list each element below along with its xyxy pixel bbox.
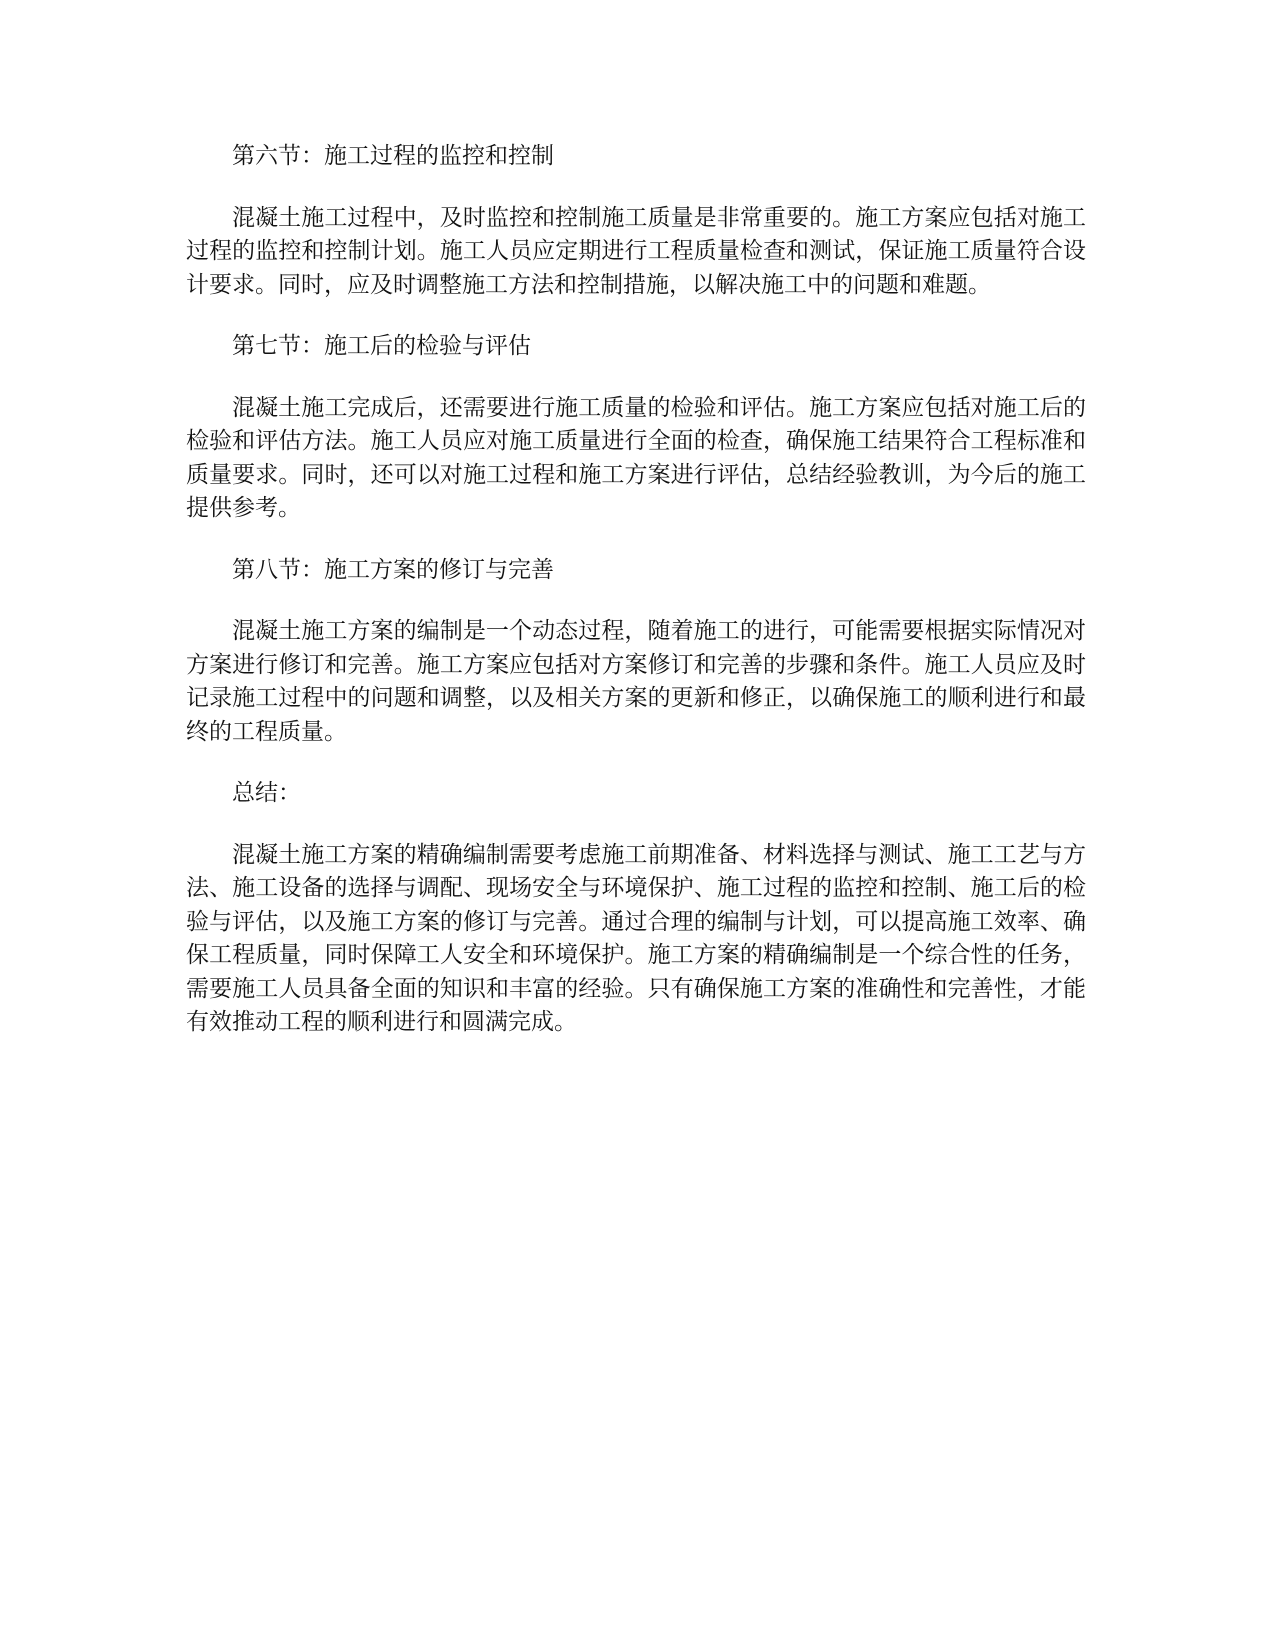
section-8-heading: 第八节：施工方案的修订与完善 xyxy=(232,556,554,583)
section-8-paragraph: 混凝土施工方案的编制是一个动态过程，随着施工的进行，可能需要根据实际情况对方案进行修订和完善。施工方案应包括对方案修订和完善的步骤和条件。施工人员应及时记录施工过程中的问题和调整，以及相关方案的更新和修正，以确保施工的顺利进行和最终的工程质量。 xyxy=(186,618,1086,745)
summary-heading: 总结： xyxy=(232,780,301,806)
section-7-heading: 第七节：施工后的检验与评估 xyxy=(232,333,531,359)
document-body xyxy=(186,140,1086,1068)
section-7-paragraph: 混凝土施工完成后，还需要进行施工质量的检验和评估。施工方案应包括对施工后的检验和评估方法。施工人员应对施工质量进行全面的检查，确保施工结果符合工程标准和质量要求。同时，还可以对施工过程和施工方案进行评估，总结经验教训，为今后的施工提供参考。 xyxy=(186,394,1086,521)
section-6-heading: 第六节：施工过程的监控和控制 xyxy=(232,143,554,169)
section-6-paragraph: 混凝土施工过程中，及时监控和控制施工质量是非常重要的。施工方案应包括对施工过程的监控和控制计划。施工人员应定期进行工程质量检查和测试，保证施工质量符合设计要求。同时，应及时调整施工方法和控制措施，以解决施工中的问题和难题。 xyxy=(186,204,1086,298)
summary-paragraph: 混凝土施工方案的精确编制需要考虑施工前期准备、材料选择与测试、施工工艺与方法、施工设备的选择与调配、现场安全与环境保护、施工过程的监控和控制、施工后的检验与评估，以及施工方案的修订与完善。通过合理的编制与计划，可以提高施工效率、确保工程质量，同时保障工人安全和环境保护。施工方案的精确编制是一个综合性的任务，需要施工人员具备全面的知识和丰富的经验。只有确保施工方案的准确性和完善性，才能有效推动工程的顺利进行和圆满完成。 xyxy=(186,841,1086,1035)
